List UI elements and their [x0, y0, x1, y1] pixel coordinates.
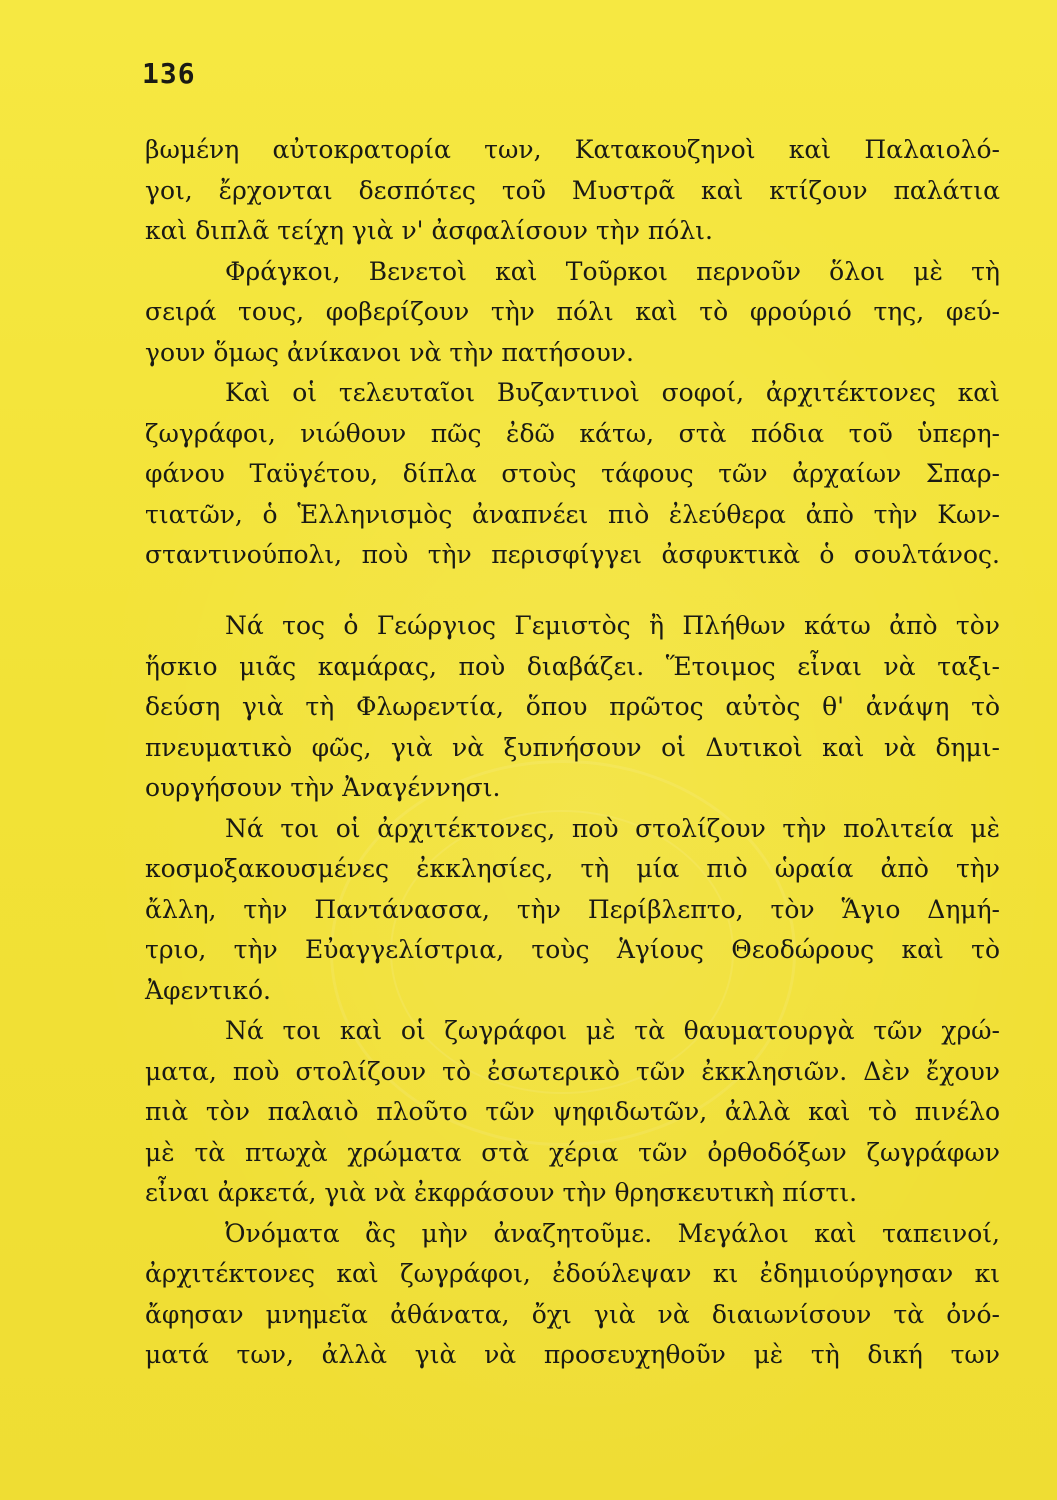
text-line: δεύση γιὰ τὴ Φλωρεντία, ὅπου πρῶτος αὐτὸς θ' ἀνάψη τὸ [145, 692, 1000, 721]
text-line: κοσμοξακουσμένες ἐκκλησίες, τὴ μία πιὸ ὡραία ἀπὸ τὴν [145, 854, 1000, 883]
text-line: Νά τος ὁ Γεώργιος Γεμιστὸς ἢ Πλήθων κάτω ἀπὸ τὸν [225, 611, 1000, 640]
text-line: πνευματικὸ φῶς, γιὰ νὰ ξυπνήσουν οἱ Δυτικοὶ καὶ νὰ δημι- [145, 732, 1000, 762]
text-line: ζωγράφοι, νιώθουν πῶς ἐδῶ κάτω, στὰ πόδια τοῦ ὑπερη- [145, 418, 1000, 448]
text-line: Ὀνόματα ἂς μὴν ἀναζητοῦμε. Μεγάλοι καὶ ταπεινοί, [225, 1218, 1000, 1248]
text-line: ἄλλη, τὴν Παντάνασσα, τὴν Περίβλεπτο, τὸν Ἅγιο Δημή- [145, 894, 1000, 924]
text-line: εἶναι ἀρκετά, γιὰ νὰ ἐκφράσουν τὴν θρησκευτικὴ πίστι. [145, 1178, 858, 1207]
text-line: πιὰ τὸν παλαιὸ πλοῦτο τῶν ψηφιδωτῶν, ἀλλὰ καὶ τὸ πινέλο [145, 1097, 1000, 1126]
text-line: ματά των, ἀλλὰ γιὰ νὰ προσευχηθοῦν μὲ τὴ δική των [145, 1340, 1000, 1369]
text-line: σταντινούπολι, ποὺ τὴν περισφίγγει ἀσφυκτικὰ ὁ σουλτάνος. [145, 540, 1000, 569]
text-line: βωμένη αὐτοκρατορία των, Κατακουζηνοὶ καὶ Παλαιολό- [145, 135, 1000, 164]
text-block-1 [145, 130, 1000, 576]
text-line: Ἀφεντικό. [145, 975, 271, 1005]
text-line: Νά τοι καὶ οἱ ζωγράφοι μὲ τὰ θαυματουργὰ τῶν χρώ- [225, 1016, 1000, 1045]
text-line: γοι, ἔρχονται δεσπότες τοῦ Μυστρᾶ καὶ κτίζουν παλάτια [145, 175, 1000, 205]
text-line: καὶ διπλᾶ τείχη γιὰ ν' ἀσφαλίσουν τὴν πόλι. [145, 216, 713, 245]
text-line: φάνου Ταϋγέτου, δίπλα στοὺς τάφους τῶν ἀρχαίων Σπαρ- [145, 459, 1000, 488]
text-line: ουργήσουν τὴν Ἀναγέννησι. [145, 773, 501, 802]
text-line: Φράγκοι, Βενετοὶ καὶ Τοῦρκοι περνοῦν ὅλοι μὲ τὴ [225, 256, 1000, 286]
text-line: τριο, τὴν Εὐαγγελίστρια, τοὺς Ἁγίους Θεοδώρους καὶ τὸ [145, 935, 1000, 964]
page-number: 136 [142, 57, 196, 90]
text-line: σειρά τους, φοβερίζουν τὴν πόλι καὶ τὸ φρούριό της, φεύ- [145, 297, 1000, 326]
text-line: Νά τοι οἱ ἀρχιτέκτονες, ποὺ στολίζουν τὴν πολιτεία μὲ [225, 813, 1000, 843]
text-line: ἀρχιτέκτονες καὶ ζωγράφοι, ἐδούλεψαν κι ἐδημιούργησαν κι [145, 1259, 1000, 1288]
text-line: ἥσκιο μιᾶς καμάρας, ποὺ διαβάζει. Ἕτοιμος εἶναι νὰ ταξι- [145, 651, 1000, 681]
text-line: γουν ὅμως ἀνίκανοι νὰ τὴν πατήσουν. [145, 337, 634, 367]
text-block-2 [145, 606, 1000, 1376]
text-line: Καὶ οἱ τελευταῖοι Βυζαντινοὶ σοφοί, ἀρχιτέκτονες καὶ [225, 378, 1000, 407]
text-line: ματα, ποὺ στολίζουν τὸ ἐσωτερικὸ τῶν ἐκκλησιῶν. Δὲν ἔχουν [145, 1056, 1000, 1086]
text-line: ἄφησαν μνημεῖα ἀθάνατα, ὄχι γιὰ νὰ διαιωνίσουν τὰ ὀνό- [145, 1299, 1000, 1329]
text-line: τιατῶν, ὁ Ἑλληνισμὸς ἀναπνέει πιὸ ἐλεύθερα ἀπὸ τὴν Κων- [145, 499, 1000, 529]
text-line: μὲ τὰ πτωχὰ χρώματα στὰ χέρια τῶν ὀρθοδόξων ζωγράφων [145, 1137, 1000, 1167]
